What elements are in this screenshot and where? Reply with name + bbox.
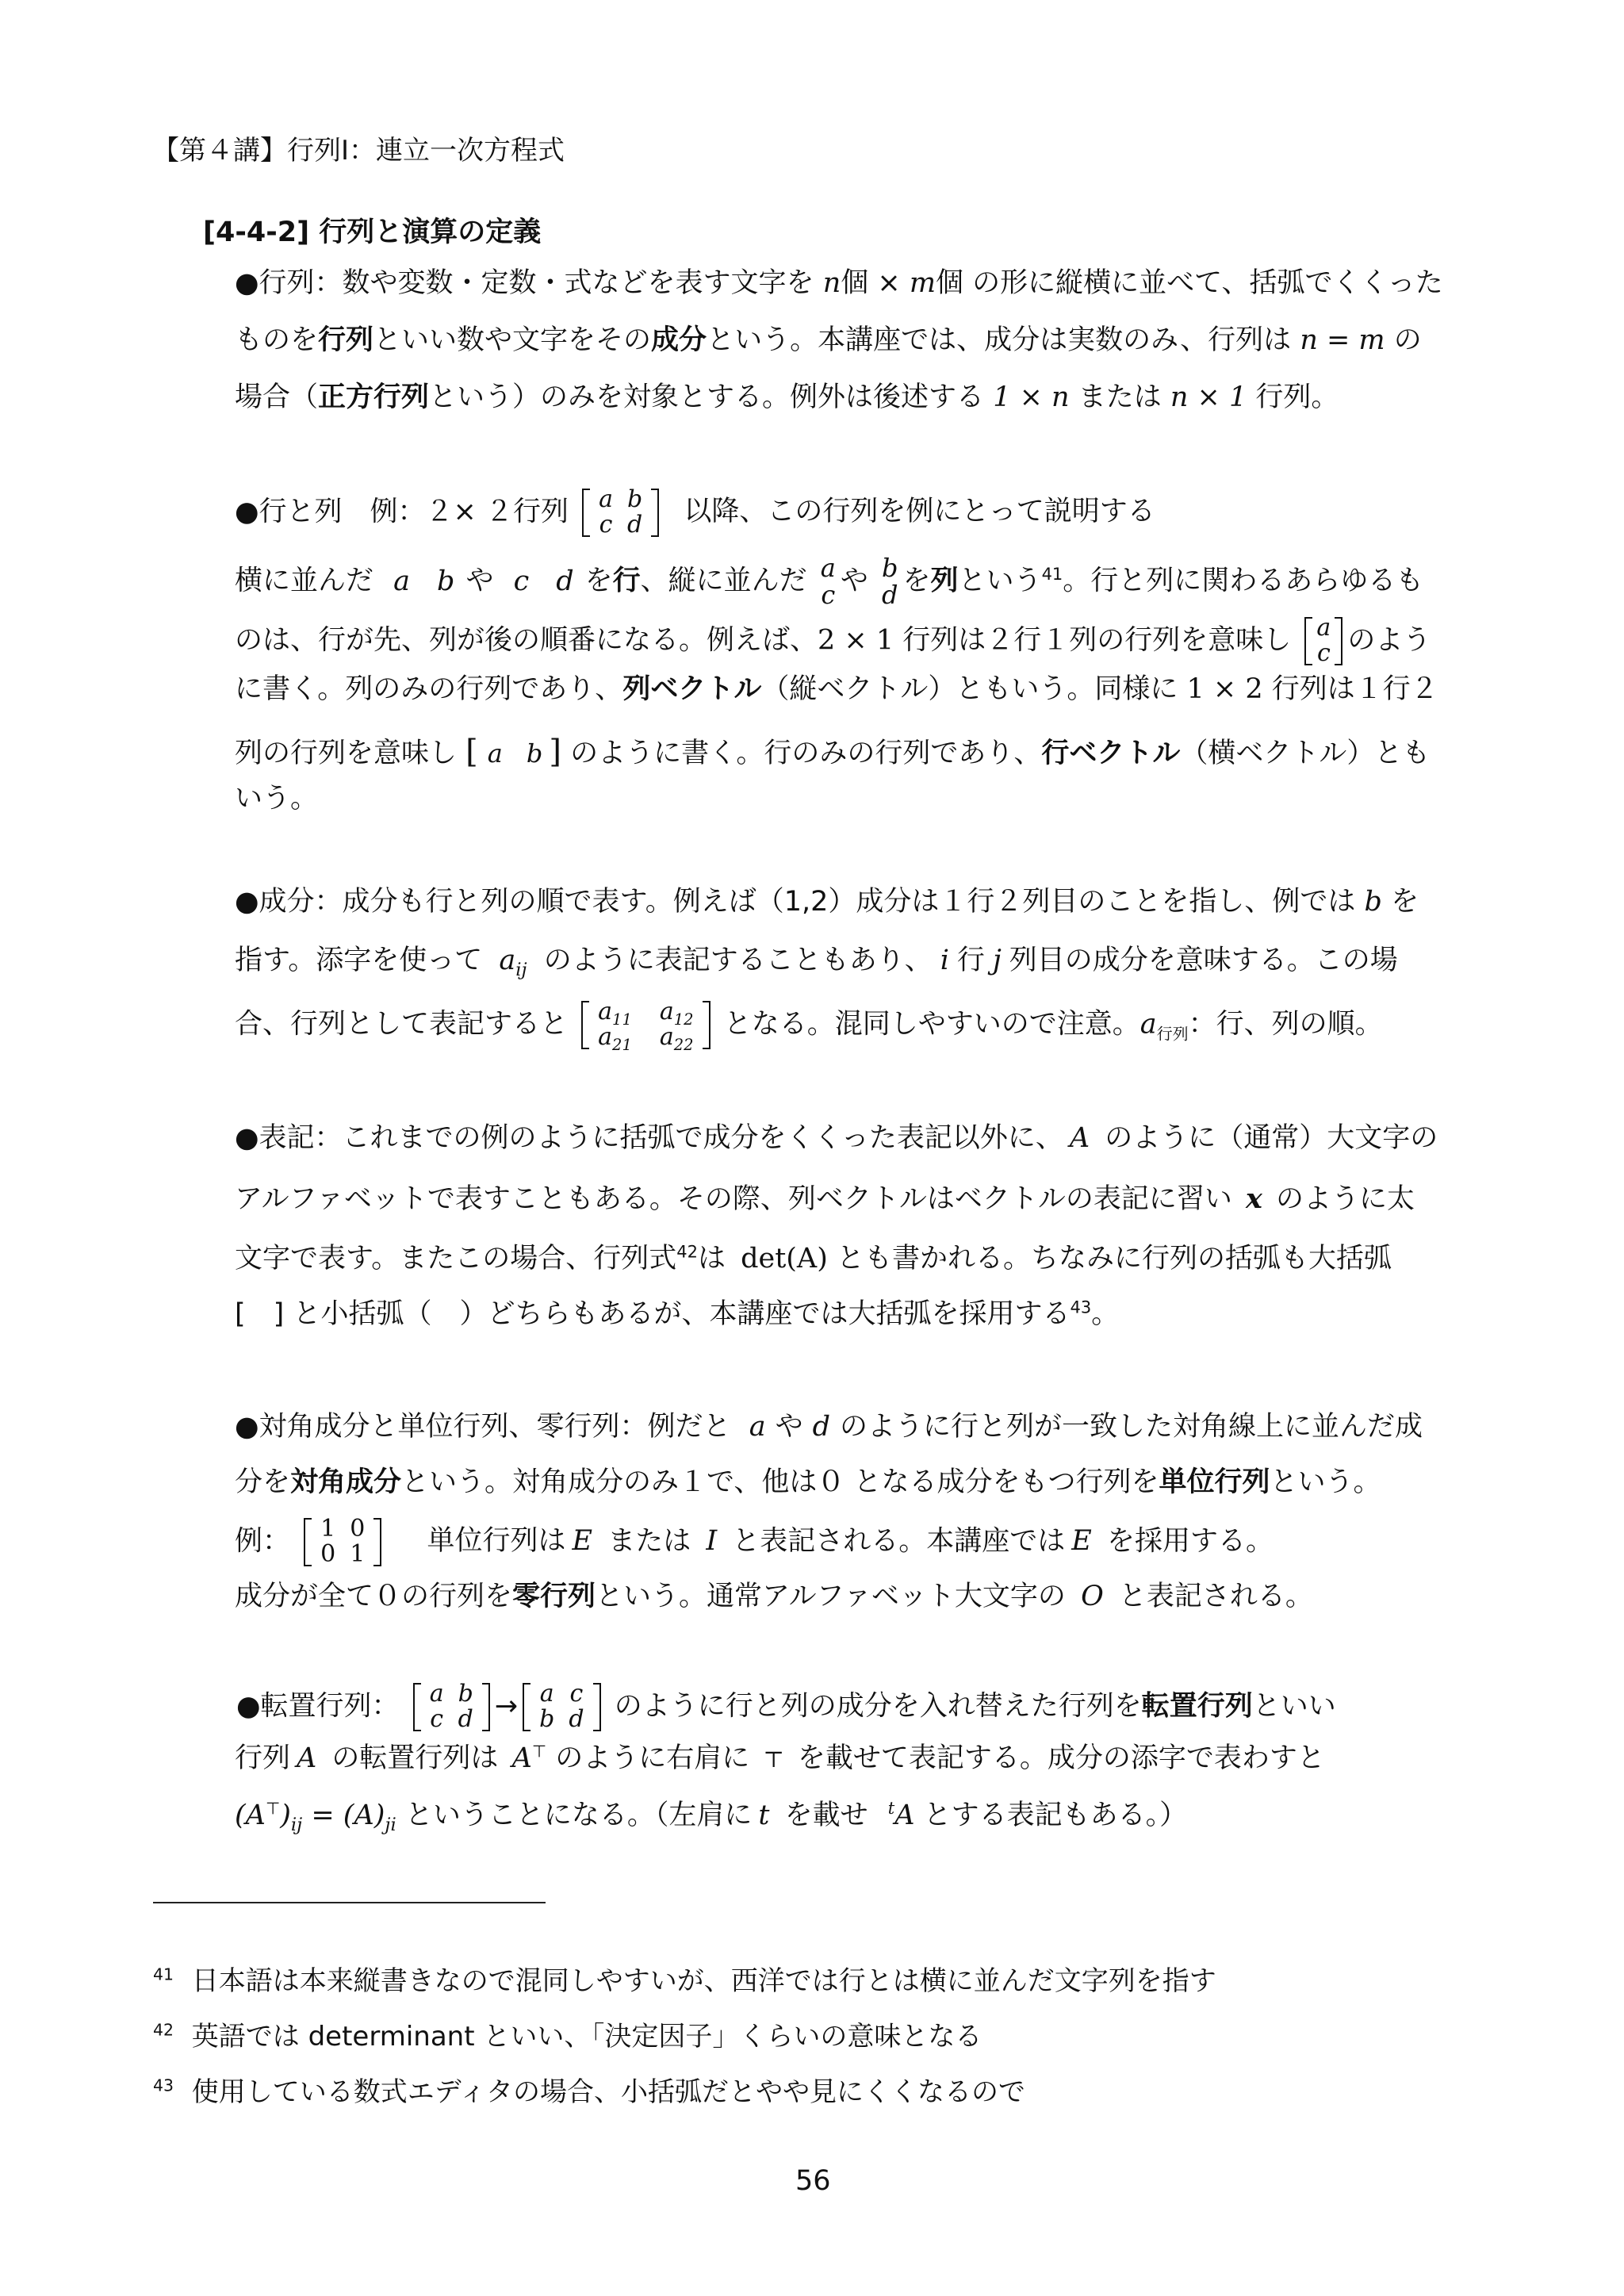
p4-line2: アルファベットで表すこともある。その際、列ベクトルはベクトルの表記に習い x のように太 (235, 1182, 1415, 1215)
matrix-aij: $a_{11}$ $a_{12}$ $a_{21}$ $a_{22}$ (581, 999, 710, 1051)
p2-line1: ●行と列 例：２× ２行列 a b c d 以降、この行列を例にとって説明する (235, 485, 1155, 539)
p3-line1: ●成分：成分も行と列の順で表す。例えば（1,2）成分は１行２列目のことを指し、例では b を (235, 886, 1419, 918)
matrix-original: a b c d (413, 1681, 490, 1733)
page-number: 56 (795, 2165, 831, 2197)
matrix-abcd: a b c d (582, 487, 659, 539)
p1-line3: 場合（正方行列という）のみを対象とする。例外は後述する 1 × n または n × 1 行列。 (235, 381, 1339, 413)
matrix-transposed: a c b d (523, 1681, 600, 1733)
p5-line2: 分を対角成分という。対角成分のみ１で、他は０ となる成分をもつ行列を単位行列という。 (235, 1466, 1381, 1498)
matrix-identity: 1 0 0 1 (304, 1516, 381, 1568)
footnote-41: $^{41}$ 日本語は本来縦書きなので混同しやすいが、西洋では行とは横に並んだ文字列を指す (153, 1964, 1216, 1997)
p2-line6: いう。 (235, 783, 319, 815)
p2-line4: に書く。列のみの行列であり、列ベクトル（縦ベクトル）ともいう。同様に 1 × 2 行列は１行２ (235, 673, 1438, 705)
p4-line4: [ ] と小括弧（ ）どちらもあるが、本講座では大括弧を採用する$^{43}$。 (235, 1297, 1120, 1330)
section-title: [4-4-2] 行列と演算の定義 (203, 217, 542, 248)
arrow-icon: → (494, 1690, 519, 1723)
column-bd: b d (882, 553, 898, 610)
p4-line1: ●表記：これまでの例のように括弧で成分をくくった表記以外に、 A のように（通常）大文字の (235, 1122, 1438, 1154)
p4-line3: 文字で表す。またこの場合、行列式$^{42}$は det(A) とも書かれる。ちなみに行列の括弧も大括弧 (235, 1242, 1392, 1274)
column-ac: a c (820, 553, 836, 610)
p6-line1: ●転置行列： a b c d → a c b d のように行と列の成分を入れ替えた行列を転置行列といい (236, 1680, 1336, 1734)
p5-line4: 成分が全て０の行列を零行列という。通常アルファベット大文字の O と表記される。 (235, 1581, 1313, 1612)
p1-line1: ●行列：数や変数・定数・式などを表す文字を n個 × m個 の形に縦横に並べて、括弧でくくった (235, 267, 1443, 299)
column-vector-ac: a c (1304, 615, 1342, 667)
page-header: 【第４講】行列Ⅰ：連立一次方程式 (152, 135, 565, 167)
p2-line3: のは、行が先、列が後の順番になる。例えば、2 × 1 行列は２行１列の行列を意味し a c のよう (235, 614, 1431, 668)
row-vector: [ a b ] (465, 734, 561, 770)
footnote-42: $^{42}$ 英語では determinant といい、「決定因子」くらいの意味となる (153, 2020, 982, 2053)
p6-line2: 行列 A の転置行列は A⊤ のように右肩に ⊤ を載せて表記する。成分の添字で表わすと (235, 1742, 1325, 1774)
p1-line2: ものを行列といい数や文字をその成分という。本講座では、成分は実数のみ、行列は n = m の (235, 324, 1422, 356)
footnote-divider (153, 1902, 546, 1903)
p5-line3: 例： 1 0 0 1 単位行列は E または I と表記される。本講座では E を採用する。 (235, 1515, 1274, 1569)
p3-line2: 指す。添字を使って $a_{ij}$ のように表記することもあり、 i 行 j 列目の成分を意味する。この場 (235, 945, 1398, 980)
footnote-43: $^{43}$ 使用している数式エディタの場合、小括弧だとやや見にくくなるので (153, 2076, 1026, 2108)
p5-line1: ●対角成分と単位行列、零行列：例だと a や d のように行と列が一致した対角線上に並んだ成 (235, 1411, 1423, 1443)
p3-line3: 合、行列として表記すると $a_{11}$ $a_{12}$ $a_{21}$ $a_{22}$ となる。混同しやすいので注意。$a_{行列}$：行、列の順。 (235, 998, 1383, 1055)
p2-line5: 列の行列を意味し [ a b ] のように書く。行のみの行列であり、行ベクトル（横ベクトル）とも (235, 734, 1431, 770)
p6-line3: $(A^⊤)_{ij} = (A)_{ji}$ ということになる。（左肩に t を載せ $^t$A とする表記もある。） (235, 1799, 1188, 1835)
p2-line2: 横に並んだ a b や c d を行、縦に並んだ a c や b d を列という$^{41}$。行と列に関わるあらゆるも (235, 553, 1424, 610)
